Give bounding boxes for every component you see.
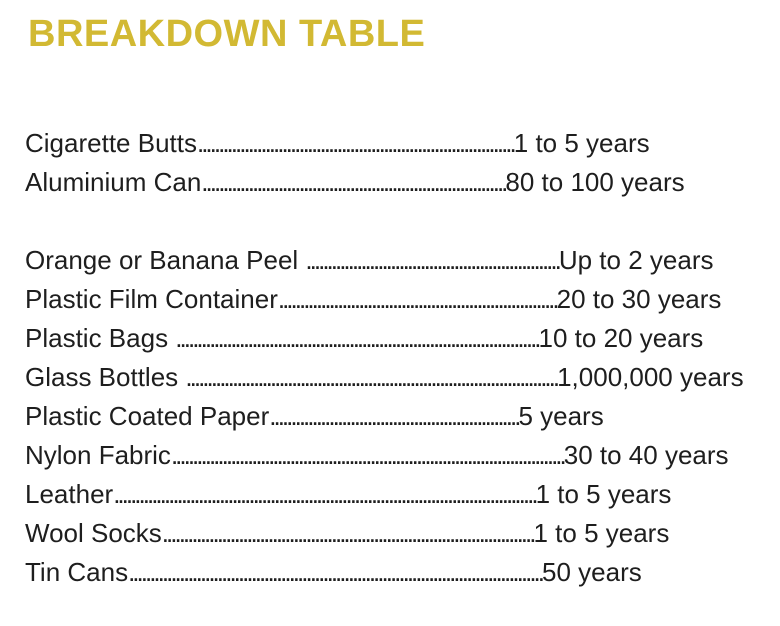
row-label: Wool Socks: [25, 518, 162, 548]
page-title: BREAKDOWN TABLE: [28, 13, 426, 55]
row-value: 10 to 20 years: [538, 323, 704, 353]
row-label: Plastic Bags: [25, 323, 176, 353]
dot-leader: ...........................................................................: [196, 128, 514, 158]
table-row: [25, 124, 780, 163]
table-row: [25, 280, 780, 319]
row-label: Glass Bottles: [25, 362, 186, 392]
row-value: 50 years: [542, 557, 642, 587]
row-label: Leather: [25, 479, 114, 509]
row-label: Plastic Film Container: [25, 284, 278, 314]
dot-leader: ........................................................................................: [185, 362, 558, 392]
row-value: Up to 2 years: [558, 245, 714, 275]
dot-leader: ............................................................: [305, 245, 559, 275]
table-row: [25, 475, 780, 514]
breakdown-table: [25, 124, 780, 592]
table-row: [25, 241, 780, 280]
row-value: 1 to 5 years: [533, 518, 670, 548]
row-value: 30 to 40 years: [563, 440, 729, 470]
dot-leader: ..................................................................................................: [128, 557, 542, 587]
table-row: [25, 358, 780, 397]
row-label: Nylon Fabric: [25, 440, 171, 470]
table-row: [25, 319, 780, 358]
row-value: 20 to 30 years: [556, 284, 722, 314]
table-row: [25, 436, 780, 475]
row-value: 5 years: [518, 401, 604, 431]
table-row: [25, 397, 780, 436]
row-value: 1,000,000 years: [557, 362, 744, 392]
table-row: [25, 163, 780, 202]
dot-leader: ..................................................................: [277, 284, 557, 314]
dot-leader: ........................................................................................: [161, 518, 534, 548]
table-group-1: [25, 124, 780, 202]
dot-leader: ......................................................................................: [175, 323, 539, 353]
document-page: [0, 12, 780, 626]
row-value: 1 to 5 years: [513, 128, 650, 158]
dot-leader: ........................................................................: [201, 167, 506, 197]
dot-leader: ...........................................................: [269, 401, 519, 431]
table-row: [25, 514, 780, 553]
table-row: [25, 553, 780, 592]
row-label: Aluminium Can: [25, 167, 202, 197]
row-label: Orange or Banana Peel: [25, 245, 306, 275]
row-value: 1 to 5 years: [535, 479, 672, 509]
dot-leader: .............................................................................................: [170, 440, 564, 470]
row-label: Tin Cans: [25, 557, 129, 587]
row-value: 80 to 100 years: [505, 167, 685, 197]
row-label: Cigarette Butts: [25, 128, 197, 158]
table-group-2: [25, 241, 780, 592]
row-label: Plastic Coated Paper: [25, 401, 270, 431]
dot-leader: ....................................................................................................: [113, 479, 536, 509]
